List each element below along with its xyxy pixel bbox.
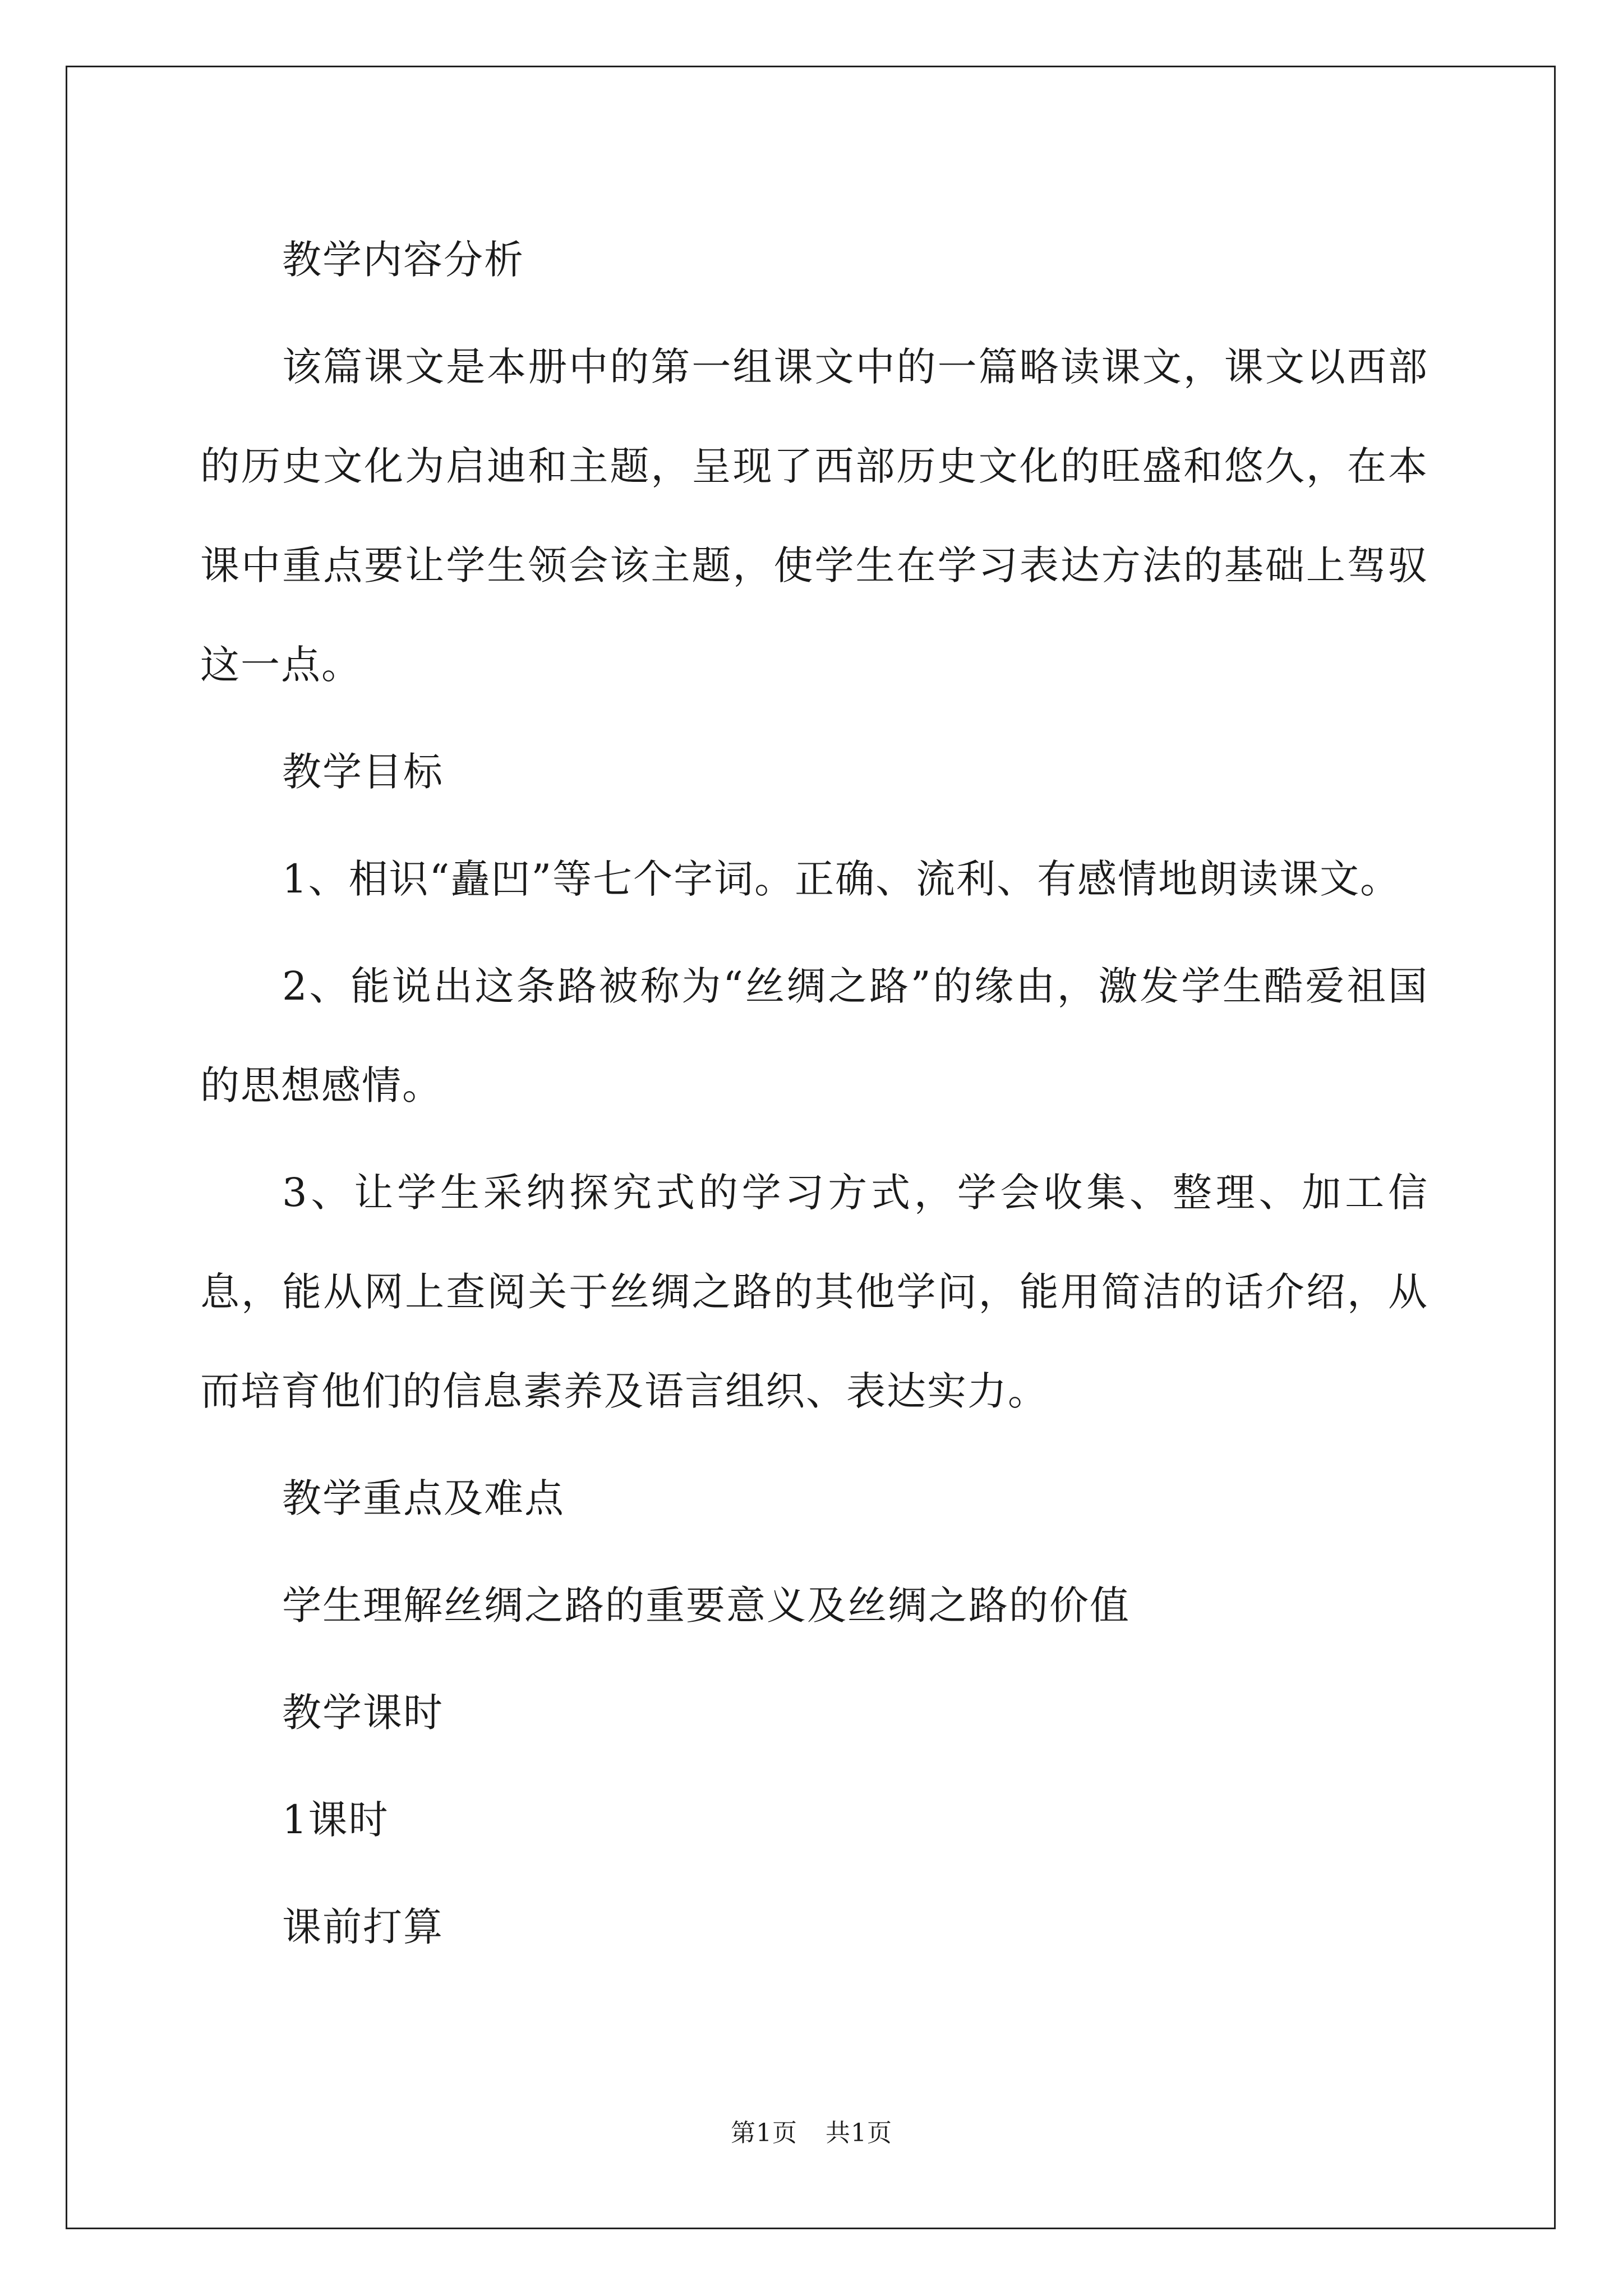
page-number-current: 第1页 xyxy=(731,2119,797,2147)
page-number-total: 共1页 xyxy=(826,2119,892,2147)
objective-item-3: 3、让学生采纳探究式的学习方式，学会收集、整理、加工信息，能从网上查阅关于丝绸之路的其他学问，能用简洁的话介绍，从而培育他们的信息素养及语言组织、表达实力。 xyxy=(200,1170,1428,1414)
document-body xyxy=(200,210,1428,1985)
section-heading-objectives: 教学目标 xyxy=(282,749,444,795)
section-heading-key-points: 教学重点及难点 xyxy=(282,1475,565,1521)
section-heading-class-hours: 教学课时 xyxy=(282,1690,444,1736)
objective-item-1: 1、相识“矗凹”等七个字词。正确、流利、有感情地朗读课文。 xyxy=(282,856,1401,902)
page-footer xyxy=(0,2113,1623,2148)
paragraph-content-analysis: 该篇课文是本册中的第一组课文中的一篇略读课文，课文以西部的历史文化为启迪和主题，呈现了西部历史文化的旺盛和悠久，在本课中重点要让学生领会该主题，使学生在学习表达方法的基础上驾驭这一点。 xyxy=(200,344,1428,688)
objective-item-2: 2、能说出这条路被称为“丝绸之路”的缘由，激发学生酷爱祖国的思想感情。 xyxy=(200,963,1428,1108)
section-heading-content-analysis: 教学内容分析 xyxy=(282,237,524,283)
section-heading-preparation: 课前打算 xyxy=(282,1904,444,1950)
paragraph-class-hours: 1课时 xyxy=(282,1797,389,1843)
paragraph-key-points: 学生理解丝绸之路的重要意义及丝绸之路的价值 xyxy=(282,1582,1130,1628)
